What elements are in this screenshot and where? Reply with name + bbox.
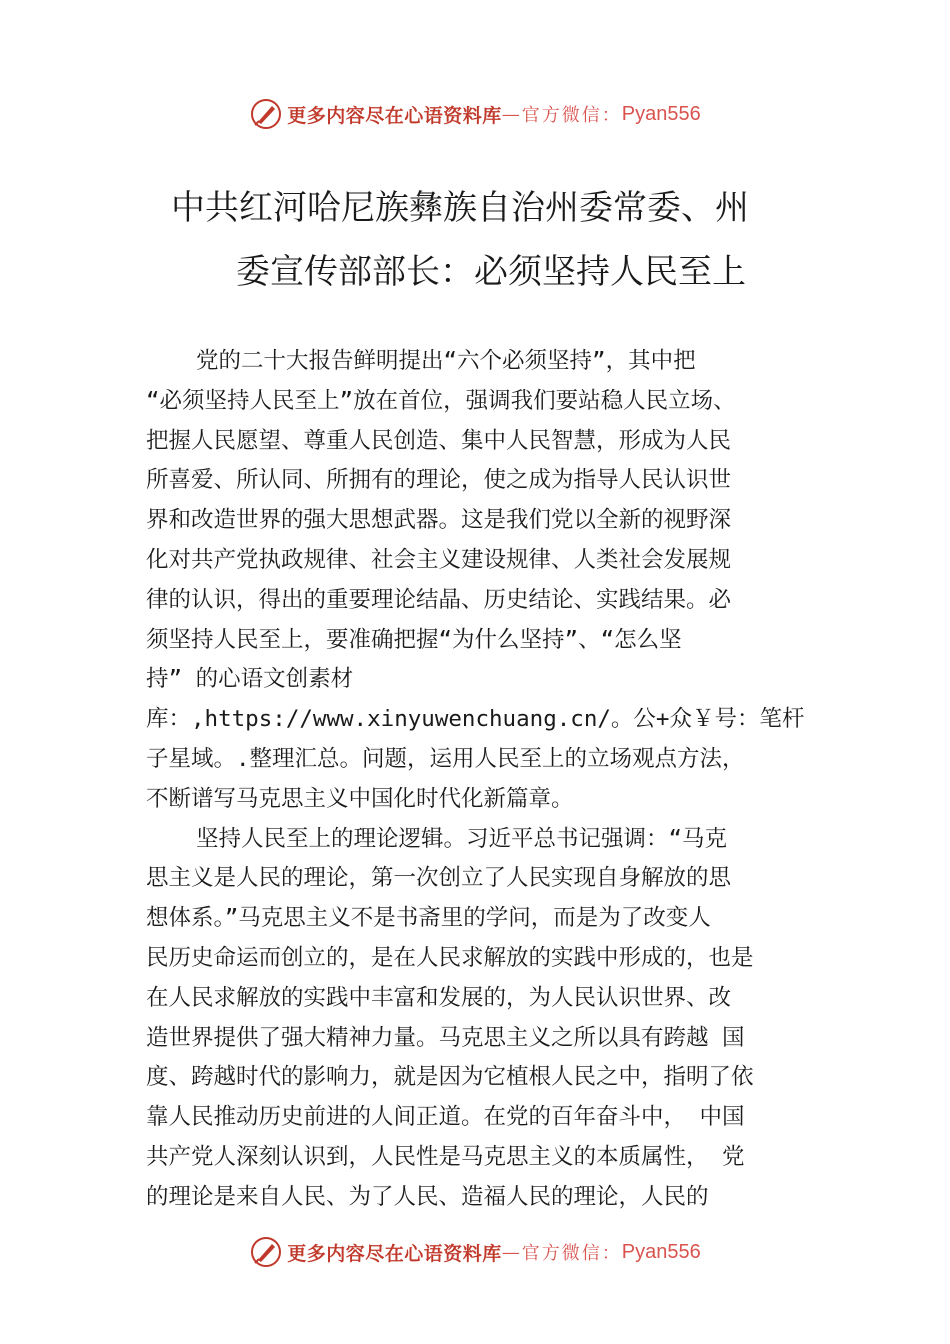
body-line: 不断谱写马克思主义中国化时代化新篇章。 bbox=[146, 785, 574, 812]
banner-dash: — bbox=[501, 1241, 522, 1263]
header-banner bbox=[0, 94, 950, 134]
page-title-line-2: 委宣传部部长：必须坚持人民至上 bbox=[236, 252, 746, 292]
page-title-line-1: 中共红河哈尼族彝族自治州委常委、州 bbox=[171, 188, 749, 228]
body-line: 靠人民推动历史前进的人间正道。在党的百年奋斗中， 中国 bbox=[146, 1104, 745, 1131]
body-line: 把握人民愿望、尊重人民创造、集中人民智慧，形成为人民 bbox=[146, 427, 732, 454]
body-line: 在人民求解放的实践中丰富和发展的，为人民认识世界、改 bbox=[146, 984, 732, 1011]
body-line: 共产党人深刻认识到，人民性是马克思主义的本质属性， 党 bbox=[146, 1143, 745, 1170]
body-line: 造世界提供了强大精神力量。马克思主义之所以具有跨越 国 bbox=[146, 1024, 745, 1051]
body-line: “必须坚持人民至上”放在首位，强调我们要站稳人民立场、 bbox=[146, 387, 736, 414]
banner-wechat-id: Pyan556 bbox=[621, 1240, 701, 1263]
banner-official-label: 官方微信： bbox=[521, 1243, 622, 1264]
banner-dash: — bbox=[501, 103, 522, 125]
body-line: 想体系。”马克思主义不是书斋里的学问，而是为了改变人 bbox=[146, 905, 711, 932]
body-line: 民历史命运而创立的，是在人民求解放的实践中形成的，也是 bbox=[146, 944, 754, 971]
body-line: 律的认识，得出的重要理论结晶、历史结论、实践结果。必 bbox=[146, 586, 732, 613]
body-line: 库：,https://www.xinyuwenchuang.cn/。公+众￥号：笔杆 bbox=[146, 706, 805, 733]
footer-banner bbox=[0, 1232, 950, 1272]
body-line: 的理论是来自人民、为了人民、造福人民的理论，人民的 bbox=[146, 1183, 709, 1210]
body-line: 子星域。.整理汇总。问题，运用人民至上的立场观点方法， bbox=[146, 745, 745, 772]
body-line: 持” 的心语文创素材 bbox=[146, 666, 354, 693]
body-line: 化对共产党执政规律、社会主义建设规律、人类社会发展规 bbox=[146, 546, 732, 573]
body-line: 须坚持人民至上，要准确把握“为什么坚持”、“怎么坚 bbox=[146, 626, 682, 653]
body-line: 界和改造世界的强大思想武器。这是我们党以全新的视野深 bbox=[146, 507, 732, 534]
body-line: 所喜爱、所认同、所拥有的理论，使之成为指导人民认识世 bbox=[146, 467, 732, 494]
banner-wechat-id: Pyan556 bbox=[621, 102, 701, 125]
body-line: 度、跨越时代的影响力，就是因为它植根人民之中，指明了依 bbox=[146, 1064, 754, 1091]
body-line: 思主义是人民的理论，第一次创立了人民实现自身解放的思 bbox=[146, 865, 732, 892]
body-line: 党的二十大报告鲜明提出“六个必须坚持”，其中把 bbox=[196, 348, 696, 374]
article-body bbox=[146, 342, 836, 1218]
body-line: 坚持人民至上的理论逻辑。习近平总书记强调：“马克 bbox=[196, 825, 728, 852]
banner-library-text: 更多内容尽在心语资料库 bbox=[287, 104, 502, 127]
quill-logo-icon bbox=[249, 1235, 283, 1269]
banner-library-text: 更多内容尽在心语资料库 bbox=[287, 1242, 502, 1265]
banner-official-label: 官方微信： bbox=[521, 105, 622, 126]
quill-logo-icon bbox=[249, 97, 283, 131]
